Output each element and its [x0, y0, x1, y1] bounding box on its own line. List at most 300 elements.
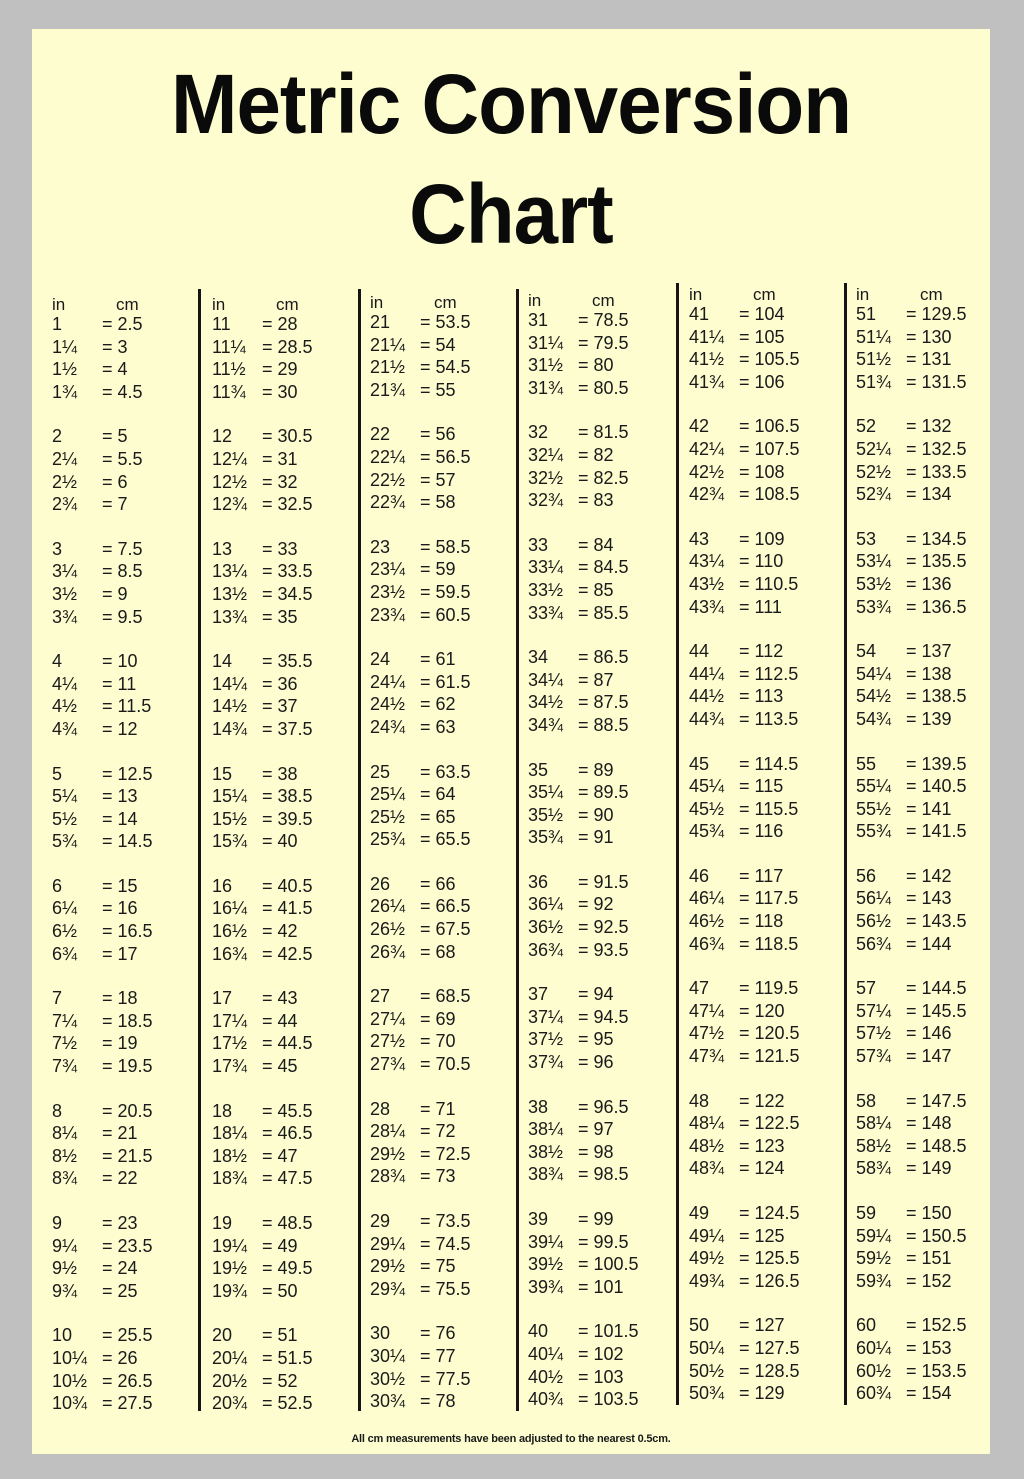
centimeter-value: 118.5: [754, 933, 799, 954]
centimeter-value: 63: [435, 716, 456, 737]
centimeter-value: 81.5: [593, 422, 629, 443]
inch-value: 59: [856, 1203, 877, 1223]
centimeter-value: 123: [754, 1135, 785, 1156]
conversion-group: [524, 1097, 674, 1187]
centimeter-value: 47.5: [277, 1168, 313, 1189]
equals-sign: =: [420, 1143, 436, 1164]
centimeter-value: 52.5: [277, 1393, 313, 1414]
centimeter-value: 134.5: [921, 528, 967, 549]
equals-sign: =: [102, 561, 118, 582]
centimeter-value: 115: [754, 776, 784, 797]
equals-sign: =: [906, 1270, 922, 1291]
cm-value: [739, 529, 785, 550]
equals-sign: =: [906, 1090, 922, 1111]
table-row: [524, 827, 674, 850]
cm-value: [420, 1346, 456, 1367]
equals-sign: =: [578, 579, 594, 600]
table-row: [48, 1056, 198, 1079]
cm-value: [578, 333, 629, 354]
cm-value: [578, 647, 629, 668]
page-title: Metric Conversion: [170, 57, 852, 151]
cm-value: [420, 1279, 471, 1300]
equals-sign: =: [578, 557, 594, 578]
equals-sign: =: [262, 359, 278, 380]
inch-value: 35: [528, 759, 549, 780]
inch-value: 39: [528, 1209, 549, 1229]
inch-value: 41: [689, 304, 710, 324]
inch-value: 16¼: [212, 898, 248, 919]
centimeter-value: 98: [593, 1141, 614, 1162]
inch-value: 4½: [52, 696, 78, 717]
equals-sign: =: [420, 941, 436, 962]
cm-value: [578, 422, 629, 443]
inch-value: 45¼: [689, 776, 725, 797]
conversion-group: [208, 1101, 358, 1191]
cm-value: [578, 1029, 614, 1050]
equals-sign: =: [262, 1213, 278, 1233]
table-row: [366, 784, 516, 807]
cm-value: [102, 359, 128, 380]
table-row: [852, 529, 1002, 552]
cm-value: [578, 1232, 629, 1253]
inch-value: 57: [856, 978, 877, 999]
inch-value: 10¾: [52, 1393, 88, 1414]
centimeter-value: 132: [921, 416, 952, 437]
table-row: [366, 1211, 516, 1234]
equals-sign: =: [739, 708, 755, 729]
equals-sign: =: [578, 1389, 594, 1410]
centimeter-value: 113: [754, 686, 784, 707]
cm-value: [262, 696, 298, 717]
centimeter-value: 74.5: [435, 1233, 471, 1254]
equals-sign: =: [739, 641, 755, 662]
inch-value: 52½: [856, 461, 892, 482]
centimeter-value: 136: [921, 573, 952, 594]
table-row: [524, 1029, 674, 1052]
cm-value: [578, 692, 629, 713]
table-row: [366, 1144, 516, 1167]
table-row: [48, 337, 198, 360]
equals-sign: =: [420, 446, 436, 467]
cm-value: [906, 1315, 967, 1336]
conversion-group: [685, 866, 835, 956]
cm-value: [102, 1348, 138, 1369]
inch-value: 53: [856, 528, 877, 549]
centimeter-value: 4: [117, 359, 128, 380]
equals-sign: =: [578, 377, 594, 398]
conversion-group: [524, 422, 674, 512]
equals-sign: =: [102, 1258, 118, 1279]
inch-value: 58: [856, 1090, 877, 1111]
cm-value: [420, 470, 456, 491]
equals-sign: =: [739, 1383, 755, 1404]
centimeter-value: 127.5: [754, 1337, 800, 1358]
centimeter-value: 145.5: [921, 1000, 967, 1021]
centimeter-value: 22: [117, 1168, 138, 1189]
inch-value: 16½: [212, 921, 248, 942]
equals-sign: =: [739, 1158, 755, 1179]
equals-sign: =: [102, 1347, 118, 1368]
centimeter-value: 33: [277, 538, 298, 559]
centimeter-value: 38: [277, 763, 298, 784]
inch-value: 52¾: [856, 484, 892, 505]
table-row: [852, 1136, 1002, 1159]
cm-value: [906, 1113, 952, 1134]
equals-sign: =: [262, 1123, 278, 1144]
inch-value: 27: [370, 986, 391, 1007]
table-row: [524, 1277, 674, 1300]
centimeter-value: 68: [435, 941, 456, 962]
equals-sign: =: [262, 1370, 278, 1391]
inch-value: 21½: [370, 357, 406, 378]
table-row: [524, 378, 674, 401]
table-row: [685, 551, 835, 574]
table-row: [208, 337, 358, 360]
equals-sign: =: [262, 831, 278, 852]
centimeter-value: 56.5: [435, 446, 471, 467]
equals-sign: =: [420, 896, 436, 917]
table-row: [852, 1271, 1002, 1294]
centimeter-value: 114.5: [754, 753, 799, 774]
table-row: [685, 529, 835, 552]
equals-sign: =: [262, 1010, 278, 1031]
equals-sign: =: [420, 1008, 436, 1029]
centimeter-value: 87.5: [593, 692, 629, 713]
equals-sign: =: [420, 806, 436, 827]
table-row: [208, 539, 358, 562]
inch-value: 50¼: [689, 1337, 725, 1358]
centimeter-value: 36: [277, 673, 298, 694]
conversion-group: [685, 1315, 835, 1405]
equals-sign: =: [102, 1168, 118, 1189]
inch-value: 35½: [528, 804, 564, 825]
table-row: [685, 821, 835, 844]
centimeter-value: 135.5: [921, 551, 967, 572]
equals-sign: =: [262, 943, 278, 964]
equals-sign: =: [578, 355, 594, 376]
centimeter-value: 65.5: [435, 829, 471, 850]
table-row: [48, 472, 198, 495]
cm-value: [578, 1164, 629, 1185]
centimeter-value: 98.5: [593, 1164, 629, 1185]
inch-value: 37: [528, 984, 549, 1005]
equals-sign: =: [420, 919, 436, 940]
inch-value: 40: [528, 1321, 549, 1342]
inch-value: 42¾: [689, 484, 725, 505]
table-row: [685, 1136, 835, 1159]
table-row: [48, 561, 198, 584]
inch-value: 24¾: [370, 716, 406, 737]
inch-value: 36: [528, 871, 549, 892]
inch-value: 39½: [528, 1254, 564, 1275]
inch-value: 20¾: [212, 1393, 248, 1414]
inch-value: 53¼: [856, 551, 892, 572]
inch-value: 6½: [52, 921, 78, 942]
table-row: [366, 762, 516, 785]
inch-value: 28: [370, 1098, 391, 1119]
cm-value: [420, 672, 471, 693]
table-row: [685, 1203, 835, 1226]
cm-value: [578, 468, 629, 489]
table-row: [208, 607, 358, 630]
equals-sign: =: [906, 416, 922, 437]
inch-value: 46¾: [689, 933, 725, 954]
centimeter-value: 67.5: [435, 919, 471, 940]
centimeter-value: 91.5: [593, 871, 629, 892]
cm-value: [739, 416, 800, 437]
cm-value: [102, 898, 138, 919]
conversion-group: [48, 988, 198, 1078]
inch-value: 48: [689, 1090, 710, 1111]
centimeter-value: 139: [921, 708, 952, 729]
inch-value: 46¼: [689, 888, 725, 909]
equals-sign: =: [262, 1235, 278, 1256]
inch-value: 3: [52, 538, 63, 559]
table-row: [48, 651, 198, 674]
table-row: [852, 776, 1002, 799]
centimeter-value: 132.5: [921, 438, 967, 459]
table-row: [208, 988, 358, 1011]
equals-sign: =: [906, 978, 922, 999]
table-row: [685, 754, 835, 777]
centimeter-value: 42.5: [277, 943, 313, 964]
centimeter-value: 147: [921, 1046, 952, 1067]
cm-value: [906, 439, 967, 460]
cm-value: [739, 1046, 800, 1067]
cm-value: [420, 605, 471, 626]
cm-value: [906, 551, 967, 572]
cm-value: [906, 978, 967, 999]
centimeter-value: 115.5: [754, 798, 799, 819]
cm-value: [420, 986, 471, 1007]
inch-value: 31: [528, 310, 549, 330]
table-row: [366, 380, 516, 403]
equals-sign: =: [739, 416, 755, 437]
cm-value: [102, 337, 128, 358]
column-divider: [198, 289, 201, 1411]
table-row: [852, 349, 1002, 372]
centimeter-value: 77: [435, 1345, 456, 1366]
equals-sign: =: [262, 494, 278, 515]
centimeter-value: 104: [754, 304, 785, 324]
cm-value: [102, 539, 143, 560]
cm-value: [102, 426, 128, 447]
equals-sign: =: [739, 1248, 755, 1269]
equals-sign: =: [578, 1366, 594, 1387]
cm-value: [262, 1258, 313, 1279]
conversion-group: [48, 1213, 198, 1303]
inch-value: 14: [212, 651, 233, 672]
inch-value: 4: [52, 651, 63, 672]
conversion-group: [208, 539, 358, 629]
equals-sign: =: [420, 1054, 436, 1075]
equals-sign: =: [739, 573, 755, 594]
cm-value: [102, 561, 143, 582]
cm-value: [102, 1281, 138, 1302]
centimeter-value: 100.5: [593, 1254, 639, 1275]
equals-sign: =: [420, 492, 436, 513]
table-row: [208, 1146, 358, 1169]
equals-sign: =: [102, 988, 118, 1009]
centimeter-value: 70.5: [435, 1054, 471, 1075]
centimeter-value: 24: [117, 1258, 138, 1279]
table-row: [685, 776, 835, 799]
inch-value: 34½: [528, 692, 564, 713]
inch-value: 25½: [370, 806, 406, 827]
table-row: [852, 866, 1002, 889]
centimeter-value: 119.5: [754, 978, 799, 999]
cm-value: [262, 988, 298, 1009]
table-row: [852, 1203, 1002, 1226]
inch-value: 60½: [856, 1360, 892, 1381]
table-row: [366, 942, 516, 965]
table-row: [208, 921, 358, 944]
cm-value: [739, 709, 798, 730]
cm-value: [262, 1371, 298, 1392]
table-row: [685, 1315, 835, 1338]
cm-value: [739, 888, 798, 909]
equals-sign: =: [739, 888, 755, 909]
equals-sign: =: [420, 1098, 436, 1119]
centimeter-value: 94.5: [593, 1006, 629, 1027]
equals-sign: =: [102, 763, 118, 784]
equals-sign: =: [420, 424, 436, 445]
inch-value: 26½: [370, 919, 406, 940]
centimeter-value: 30.5: [277, 426, 313, 447]
centimeter-value: 42: [277, 921, 298, 942]
conversion-group: [366, 1211, 516, 1301]
table-row: [852, 888, 1002, 911]
table-row: [852, 1023, 1002, 1046]
inch-value: 14¾: [212, 718, 248, 739]
inch-value: 17½: [212, 1033, 248, 1054]
cm-value: [578, 1367, 624, 1388]
header-inches-label: in: [370, 293, 384, 312]
cm-value: [262, 921, 298, 942]
equals-sign: =: [420, 784, 436, 805]
equals-sign: =: [739, 551, 755, 572]
equals-sign: =: [906, 1203, 922, 1223]
table-row: [366, 1166, 516, 1189]
conversion-group: [852, 866, 1002, 956]
cm-value: [906, 416, 952, 437]
table-row: [685, 686, 835, 709]
cm-value: [420, 1391, 456, 1412]
equals-sign: =: [262, 471, 278, 492]
centimeter-value: 14: [117, 808, 138, 829]
table-row: [48, 1371, 198, 1394]
equals-sign: =: [102, 448, 118, 469]
table-row: [852, 574, 1002, 597]
inch-value: 49: [689, 1203, 710, 1223]
cm-value: [578, 445, 614, 466]
conversion-group: [208, 876, 358, 966]
inch-value: 60¼: [856, 1337, 892, 1358]
cm-value: [578, 1389, 639, 1410]
cm-value: [906, 1338, 952, 1359]
cm-value: [739, 754, 798, 775]
equals-sign: =: [102, 336, 118, 357]
equals-sign: =: [420, 1256, 436, 1277]
centimeter-value: 95: [593, 1029, 614, 1050]
inch-value: 54½: [856, 686, 892, 707]
inch-value: 25: [370, 761, 391, 782]
conversion-group: [48, 426, 198, 516]
centimeter-value: 49.5: [277, 1258, 313, 1279]
equals-sign: =: [906, 326, 922, 347]
conversion-group: [685, 978, 835, 1068]
conversion-group: [524, 872, 674, 962]
centimeter-value: 85: [593, 579, 614, 600]
centimeter-value: 40: [277, 831, 298, 852]
table-row: [852, 686, 1002, 709]
inch-value: 54¼: [856, 663, 892, 684]
table-row: [48, 1011, 198, 1034]
inch-value: 13¾: [212, 606, 248, 627]
inch-value: 30¼: [370, 1345, 406, 1366]
centimeter-value: 43: [277, 988, 298, 1009]
equals-sign: =: [739, 1046, 755, 1067]
centimeter-value: 134: [921, 484, 952, 505]
header-cm-label: cm: [434, 293, 457, 312]
equals-sign: =: [578, 1254, 594, 1275]
cm-value: [578, 760, 614, 781]
header-inches-label: in: [856, 285, 870, 304]
table-row: [524, 1344, 674, 1367]
equals-sign: =: [578, 534, 594, 555]
header-inches-label: in: [528, 291, 542, 310]
centimeter-value: 37.5: [277, 718, 313, 739]
conversion-group: [48, 539, 198, 629]
inch-value: 8¼: [52, 1123, 78, 1144]
equals-sign: =: [262, 381, 278, 402]
table-row: [524, 355, 674, 378]
table-row: [852, 664, 1002, 687]
centimeter-value: 78.5: [593, 310, 629, 330]
inch-value: 38¼: [528, 1119, 564, 1140]
cm-value: [906, 776, 967, 797]
equals-sign: =: [420, 559, 436, 580]
centimeter-value: 140.5: [921, 776, 967, 797]
table-row: [524, 468, 674, 491]
cm-value: [262, 1213, 313, 1234]
centimeter-value: 139.5: [921, 753, 967, 774]
inch-value: 3½: [52, 583, 78, 604]
cm-value: [906, 934, 952, 955]
conversion-group: [852, 1203, 1002, 1293]
cm-value: [420, 424, 456, 445]
inch-value: 6¼: [52, 898, 78, 919]
table-row: [208, 674, 358, 697]
conversion-group: [524, 647, 674, 737]
equals-sign: =: [262, 898, 278, 919]
table-row: [852, 484, 1002, 507]
centimeter-value: 28.5: [277, 336, 313, 357]
centimeter-value: 88.5: [593, 714, 629, 735]
footnote: All cm measurements have been adjusted to the nearest 0.5cm.: [351, 1433, 671, 1445]
conversion-group: [524, 310, 674, 400]
table-row: [852, 709, 1002, 732]
table-row: [852, 1113, 1002, 1136]
centimeter-value: 138: [921, 663, 952, 684]
cm-value: [420, 447, 471, 468]
conversion-group: [524, 760, 674, 850]
cm-value: [420, 1031, 456, 1052]
inch-value: 11¾: [212, 381, 246, 402]
table-row: [524, 647, 674, 670]
centimeter-value: 83: [593, 490, 614, 511]
cm-value: [102, 809, 138, 830]
